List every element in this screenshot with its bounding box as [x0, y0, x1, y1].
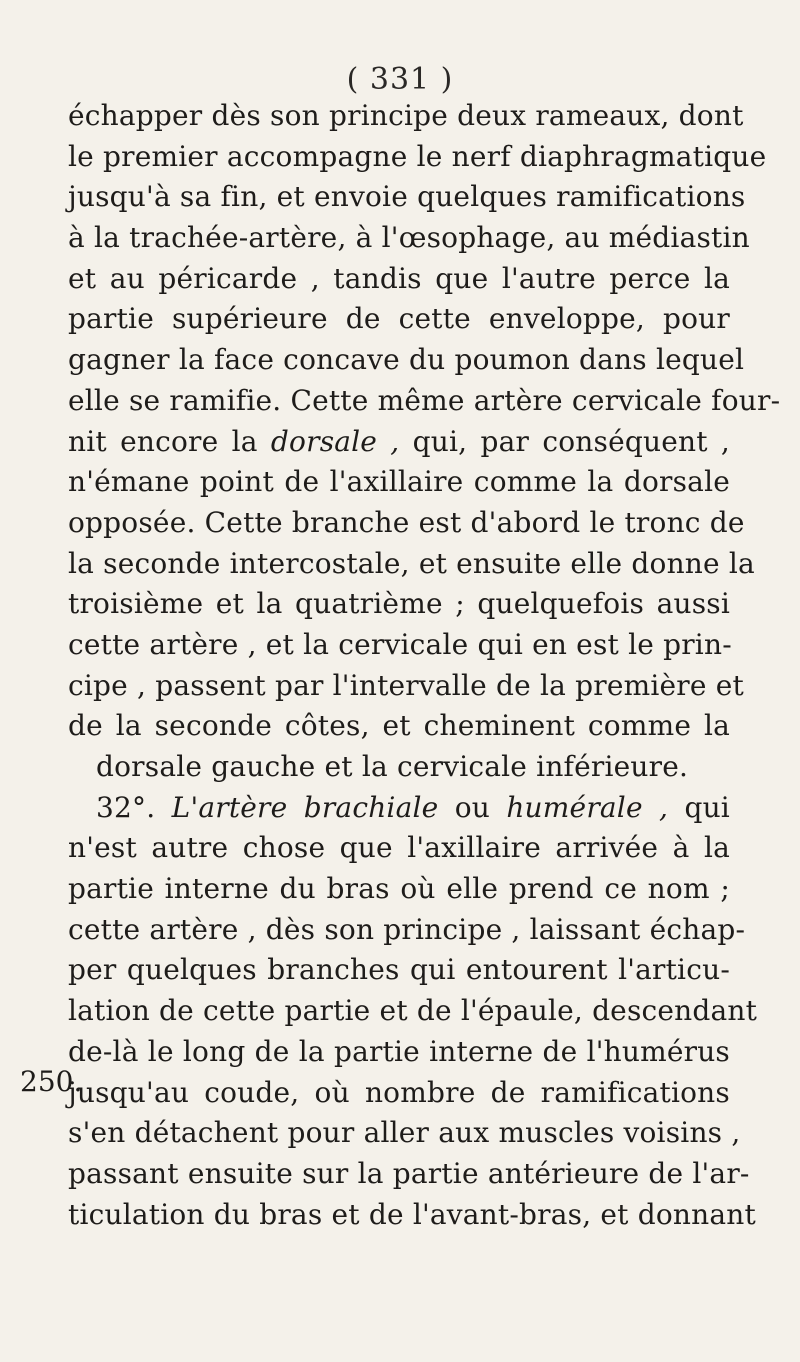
text-line: cette artère , et la cervicale qui en est le prin- — [68, 627, 732, 661]
page-number: ( 331 ) — [346, 62, 454, 97]
text-line: partie supérieure de cette enveloppe, pour — [68, 302, 730, 336]
section-number: 32°. — [96, 790, 156, 824]
text-fragment: qui — [684, 790, 730, 824]
text-line: cipe , passent par l'intervalle de la première et — [68, 668, 744, 702]
italic-term: dorsale , — [270, 424, 400, 458]
text-line — [68, 422, 730, 463]
italic-term: humérale , — [506, 790, 669, 824]
text-fragment: ou — [454, 790, 491, 824]
text-line: n'est autre chose que l'axillaire arrivée à la — [68, 831, 730, 865]
body-text — [68, 96, 781, 1235]
text-line: elle se ramifie. Cette même artère cervicale four- — [68, 383, 781, 417]
text-line: échapper dès son principe deux rameaux, dont — [68, 99, 744, 132]
text-line: passant ensuite sur la partie antérieure de l'ar- — [68, 1156, 750, 1190]
text-line: jusqu'au coude, où nombre de ramifications — [68, 1075, 730, 1109]
italic-term: L'artère brachiale — [171, 790, 439, 824]
text-line: jusqu'à sa fin, et envoie quelques ramifications — [68, 180, 746, 214]
text-line: le premier accompagne le nerf diaphragmatique — [68, 139, 767, 173]
text-line: ticulation du bras et de l'avant-bras, et donnant — [68, 1197, 756, 1231]
text-line: la seconde intercostale, et ensuite elle donne la — [68, 546, 755, 580]
text-line: dorsale gauche et la cervicale inférieure. — [96, 750, 689, 783]
text-line: s'en détachent pour aller aux muscles voisins , — [68, 1116, 741, 1150]
text-line: gagner la face concave du poumon dans lequel — [68, 343, 745, 377]
text-line: partie interne du bras où elle prend ce nom ; — [68, 872, 730, 906]
margin-note: 250. — [20, 1065, 83, 1098]
text-line: à la trachée-artère, à l'œsophage, au médiastin — [68, 221, 750, 255]
text-fragment: qui, par conséquent , — [412, 424, 731, 458]
text-line: de-là le long de la partie interne de l'humérus — [68, 1034, 730, 1068]
text-line: et au péricarde , tandis que l'autre perce la — [68, 261, 730, 295]
text-line: opposée. Cette branche est d'abord le tronc de — [68, 505, 745, 539]
text-fragment: nit encore la — [68, 424, 258, 458]
text-line — [68, 788, 730, 829]
text-line: cette artère , dès son principe , laissant échap- — [68, 912, 746, 946]
text-line: lation de cette partie et de l'épaule, descendant — [68, 994, 758, 1028]
text-line: troisième et la quatrième ; quelquefois aussi — [68, 587, 730, 621]
text-line: per quelques branches qui entourent l'articu- — [68, 953, 730, 987]
text-line: n'émane point de l'axillaire comme la dorsale — [68, 465, 730, 499]
text-line: de la seconde côtes, et cheminent comme la — [68, 709, 730, 743]
